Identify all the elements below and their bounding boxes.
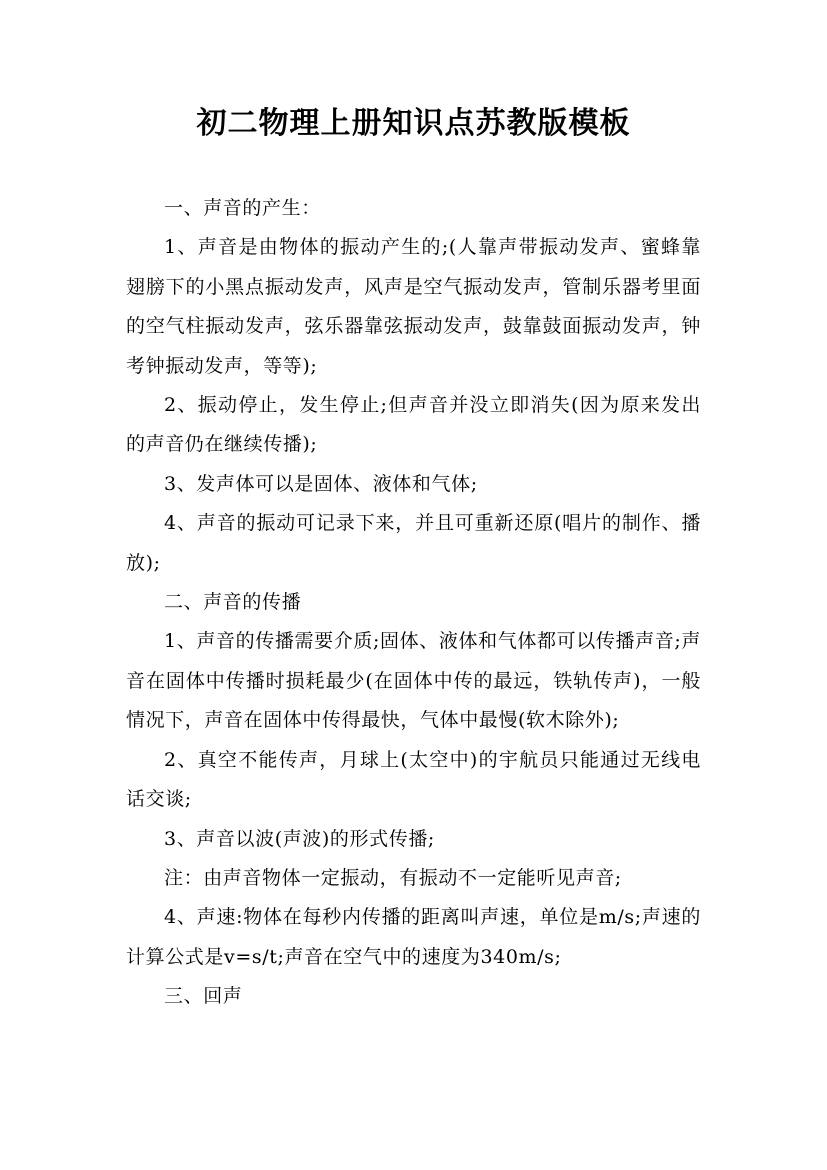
section-heading: 一、声音的产生：	[164, 197, 321, 219]
paragraph: 3、声音以波(声波)的形式传播;	[164, 827, 435, 850]
paragraph: 4、声音的振动可记录下来，并且可重新还原(唱片的制作、播放);	[126, 512, 701, 574]
section-heading: 三、回声	[164, 985, 243, 1008]
section-heading: 二、声音的传播	[164, 591, 302, 614]
paragraph: 1、声音的传播需要介质;固体、液体和气体都可以传播声音;声音在固体中传播时损耗最少(在固体中传的最远，铁轨传声)，一般情况下，声音在固体中传得最快，气体中最慢(软木除外);	[126, 630, 701, 732]
document-body	[126, 189, 701, 1017]
paragraph: 2、真空不能传声，月球上(太空中)的宇航员只能通过无线电话交谈;	[126, 748, 701, 811]
paragraph: 2、振动停止，发生停止;但声音并没立即消失(因为原来发出的声音仍在继续传播);	[126, 394, 701, 456]
document-title: 初二物理上册知识点苏教版模板	[196, 106, 631, 141]
paragraph: 3、发声体可以是固体、液体和气体;	[164, 472, 478, 495]
paragraph: 1、声音是由物体的振动产生的;(人靠声带振动发声、蜜蜂靠翅膀下的小黑点振动发声，风声是空气振动发声，管制乐器考里面的空气柱振动发声，弦乐器靠弦振动发声，鼓靠鼓面振动发声，钟考钟振动发声，等等);	[126, 236, 701, 377]
paragraph: 4、声速:物体在每秒内传播的距离叫声速，单位是m/s;声速的计算公式是v=s/t;声音在空气中的速度为340m/s;	[126, 906, 701, 968]
note-paragraph: 注：由声音物体一定振动，有振动不一定能听见声音;	[164, 866, 622, 889]
